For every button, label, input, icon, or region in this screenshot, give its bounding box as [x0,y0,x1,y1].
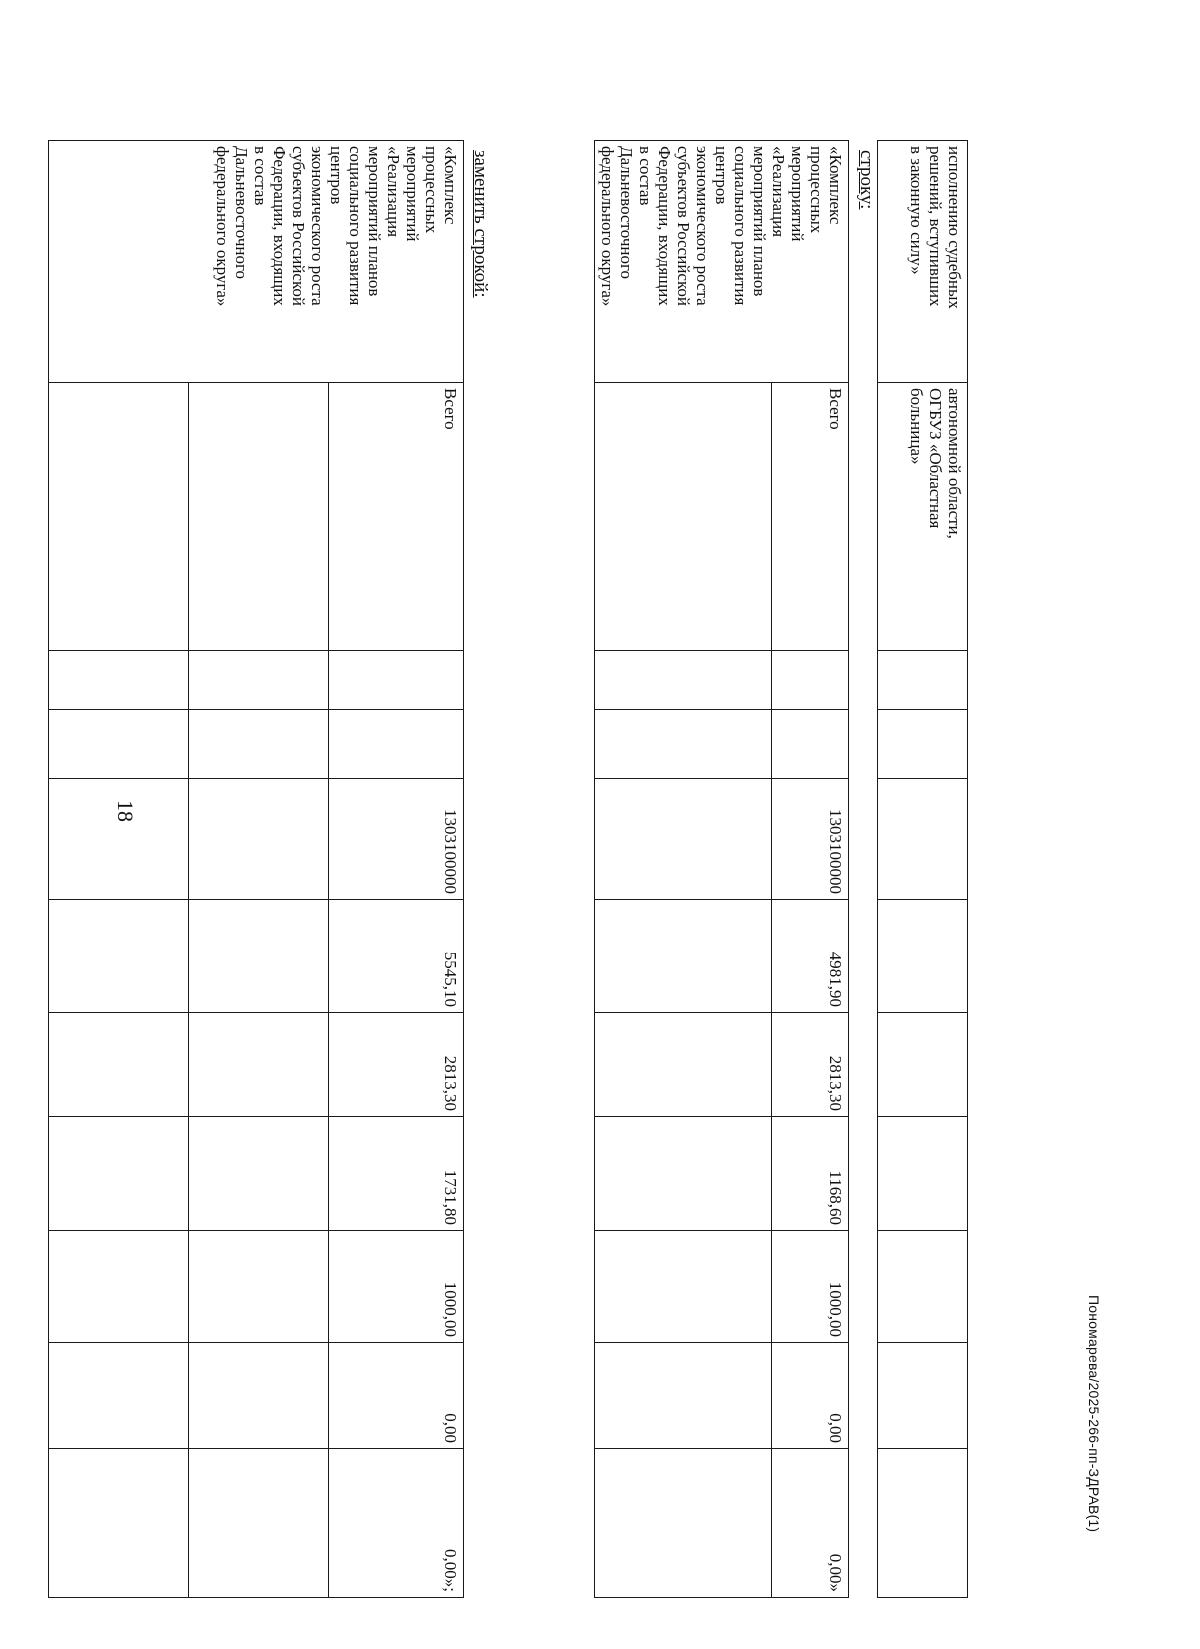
empty-cell [189,1449,329,1598]
value-cell-total: 4981,90 [771,900,848,1013]
empty-cell [49,1117,189,1231]
value-cell-3: 1000,00 [329,1231,464,1343]
empty-cell [189,1343,329,1449]
empty-cell [595,651,772,710]
empty-cell [595,1013,772,1117]
value-cell-4: 0,00 [329,1343,464,1449]
executor-cell: Всего [329,383,464,651]
value-cell-5: 0,00» [771,1449,848,1598]
empty-cell [49,710,189,779]
name-cell: исполнению судебных решений, вступивших в законную силу» [878,141,968,383]
value-cell-5: 0,00»; [329,1449,464,1598]
program-name-cell: «Комплекс процессных мероприятий «Реализация мероприятий планов социального развития центров экономического роста субъектов Российской Федерации, входящих в состав Дальневосточного федерального округа» [595,141,849,383]
empty-cell [771,651,848,710]
empty-cell [189,383,329,651]
empty-cell [878,710,968,779]
table-row [771,141,848,1598]
empty-cell [189,1231,329,1343]
executor-cell: Всего [771,383,848,651]
empty-cell [878,779,968,900]
empty-cell [49,1231,189,1343]
empty-cell [49,1343,189,1449]
empty-cell [49,383,189,651]
table-old-row [594,140,849,1598]
empty-cell [595,1117,772,1231]
empty-cell [595,710,772,779]
empty-cell [595,383,772,651]
empty-cell [878,1117,968,1231]
value-cell-3: 1000,00 [771,1231,848,1343]
executor-cell: автономной области, ОГБУЗ «Областная больница» [878,383,968,651]
empty-cell [329,710,464,779]
empty-cell [878,1343,968,1449]
empty-cell [878,1013,968,1117]
empty-cell [49,651,189,710]
value-cell-1: 2813,30 [771,1013,848,1117]
empty-cell [595,1343,772,1449]
empty-cell [189,1117,329,1231]
empty-cell [878,1231,968,1343]
empty-cell [595,1231,772,1343]
caption-replace-with: заменить строкой: [470,150,491,298]
table-row [329,141,464,1598]
caption-replace-row: строку: [856,150,877,210]
empty-cell [49,779,189,900]
empty-cell [595,900,772,1013]
empty-cell [189,710,329,779]
empty-cell [878,900,968,1013]
code-cell: 1303100000 [771,779,848,900]
empty-cell [329,651,464,710]
footer-document-code: Пономарева/2025-266-пп-ЗДРАВ(1) [1086,1295,1102,1533]
empty-cell [771,710,848,779]
program-name-cell: «Комплекс процессных мероприятий «Реализация мероприятий планов социального развития центров экономического роста субъектов Российской Федерации, входящих в состав Дальневосточного федерального округа» [49,141,464,383]
table-top-fragment [877,140,968,1598]
empty-cell [595,779,772,900]
empty-cell [595,1449,772,1598]
code-cell: 1303100000 [329,779,464,900]
empty-cell [878,651,968,710]
page-number: 18 [113,800,138,822]
empty-cell [189,651,329,710]
value-cell-total: 5545,10 [329,900,464,1013]
empty-cell [49,1013,189,1117]
table-new-row [48,140,464,1598]
table-row [878,141,968,1598]
empty-cell [49,1449,189,1598]
empty-cell [878,1449,968,1598]
empty-cell [189,900,329,1013]
value-cell-4: 0,00 [771,1343,848,1449]
value-cell-2: 1168,60 [771,1117,848,1231]
empty-cell [189,1013,329,1117]
empty-cell [189,779,329,900]
value-cell-2: 1731,80 [329,1117,464,1231]
value-cell-1: 2813,30 [329,1013,464,1117]
empty-cell [49,900,189,1013]
